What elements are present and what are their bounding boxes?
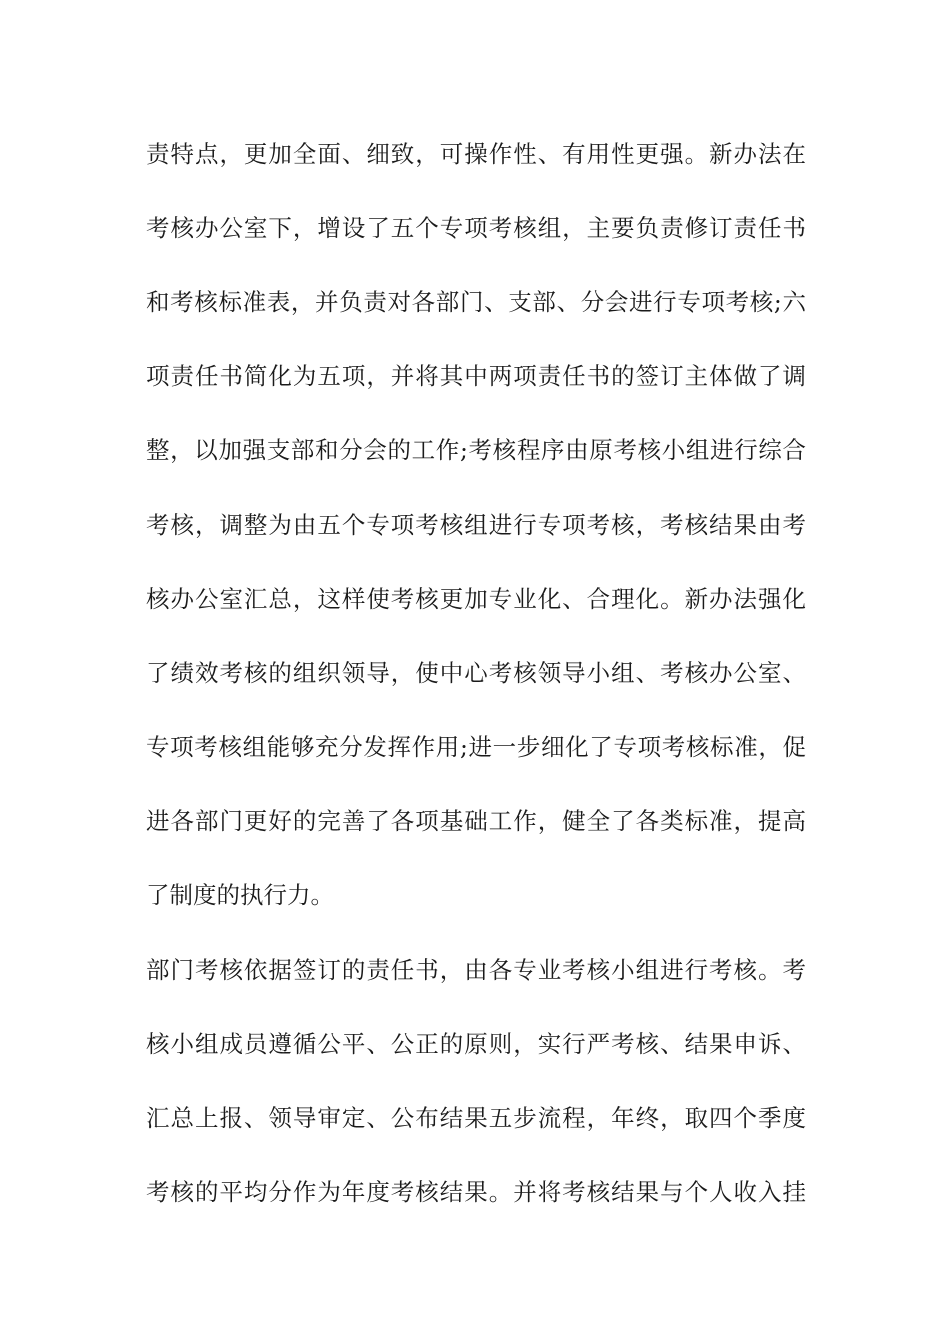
paragraph-1-line-11: 了制度的执行力。 [146, 881, 334, 909]
paragraph-1-line-4: 项责任书简化为五项，并将其中两项责任书的签订主体做了调 [146, 362, 806, 390]
paragraph-1-line-6: 考核，调整为由五个专项考核组进行专项考核，考核结果由考 [146, 511, 806, 539]
paragraph-1-line-8: 了绩效考核的组织领导，使中心考核领导小组、考核办公室、 [146, 659, 806, 687]
paragraph-1-line-2: 考核办公室下，增设了五个专项考核组，主要负责修订责任书 [146, 214, 806, 242]
paragraph-2-line-4: 考核的平均分作为年度考核结果。并将考核结果与个人收入挂 [146, 1178, 806, 1206]
paragraph-2-line-1: 部门考核依据签订的责任书，由各专业考核小组进行考核。考 [146, 956, 806, 984]
paragraph-1-line-5: 整，以加强支部和分会的工作;考核程序由原考核小组进行综合 [146, 436, 806, 464]
paragraph-1-line-3: 和考核标准表，并负责对各部门、支部、分会进行专项考核;六 [146, 288, 806, 316]
paragraph-1-line-1: 责特点，更加全面、细致，可操作性、有用性更强。新办法在 [146, 140, 806, 168]
paragraph-1-line-10: 进各部门更好的完善了各项基础工作，健全了各类标准，提高 [146, 807, 806, 835]
paragraph-2-line-3: 汇总上报、领导审定、公布结果五步流程，年终，取四个季度 [146, 1104, 806, 1132]
paragraph-1-line-7: 核办公室汇总，这样使考核更加专业化、合理化。新办法强化 [146, 585, 806, 613]
paragraph-1-line-9: 专项考核组能够充分发挥作用;进一步细化了专项考核标准，促 [146, 733, 806, 761]
paragraph-2-line-2: 核小组成员遵循公平、公正的原则，实行严考核、结果申诉、 [146, 1030, 806, 1058]
